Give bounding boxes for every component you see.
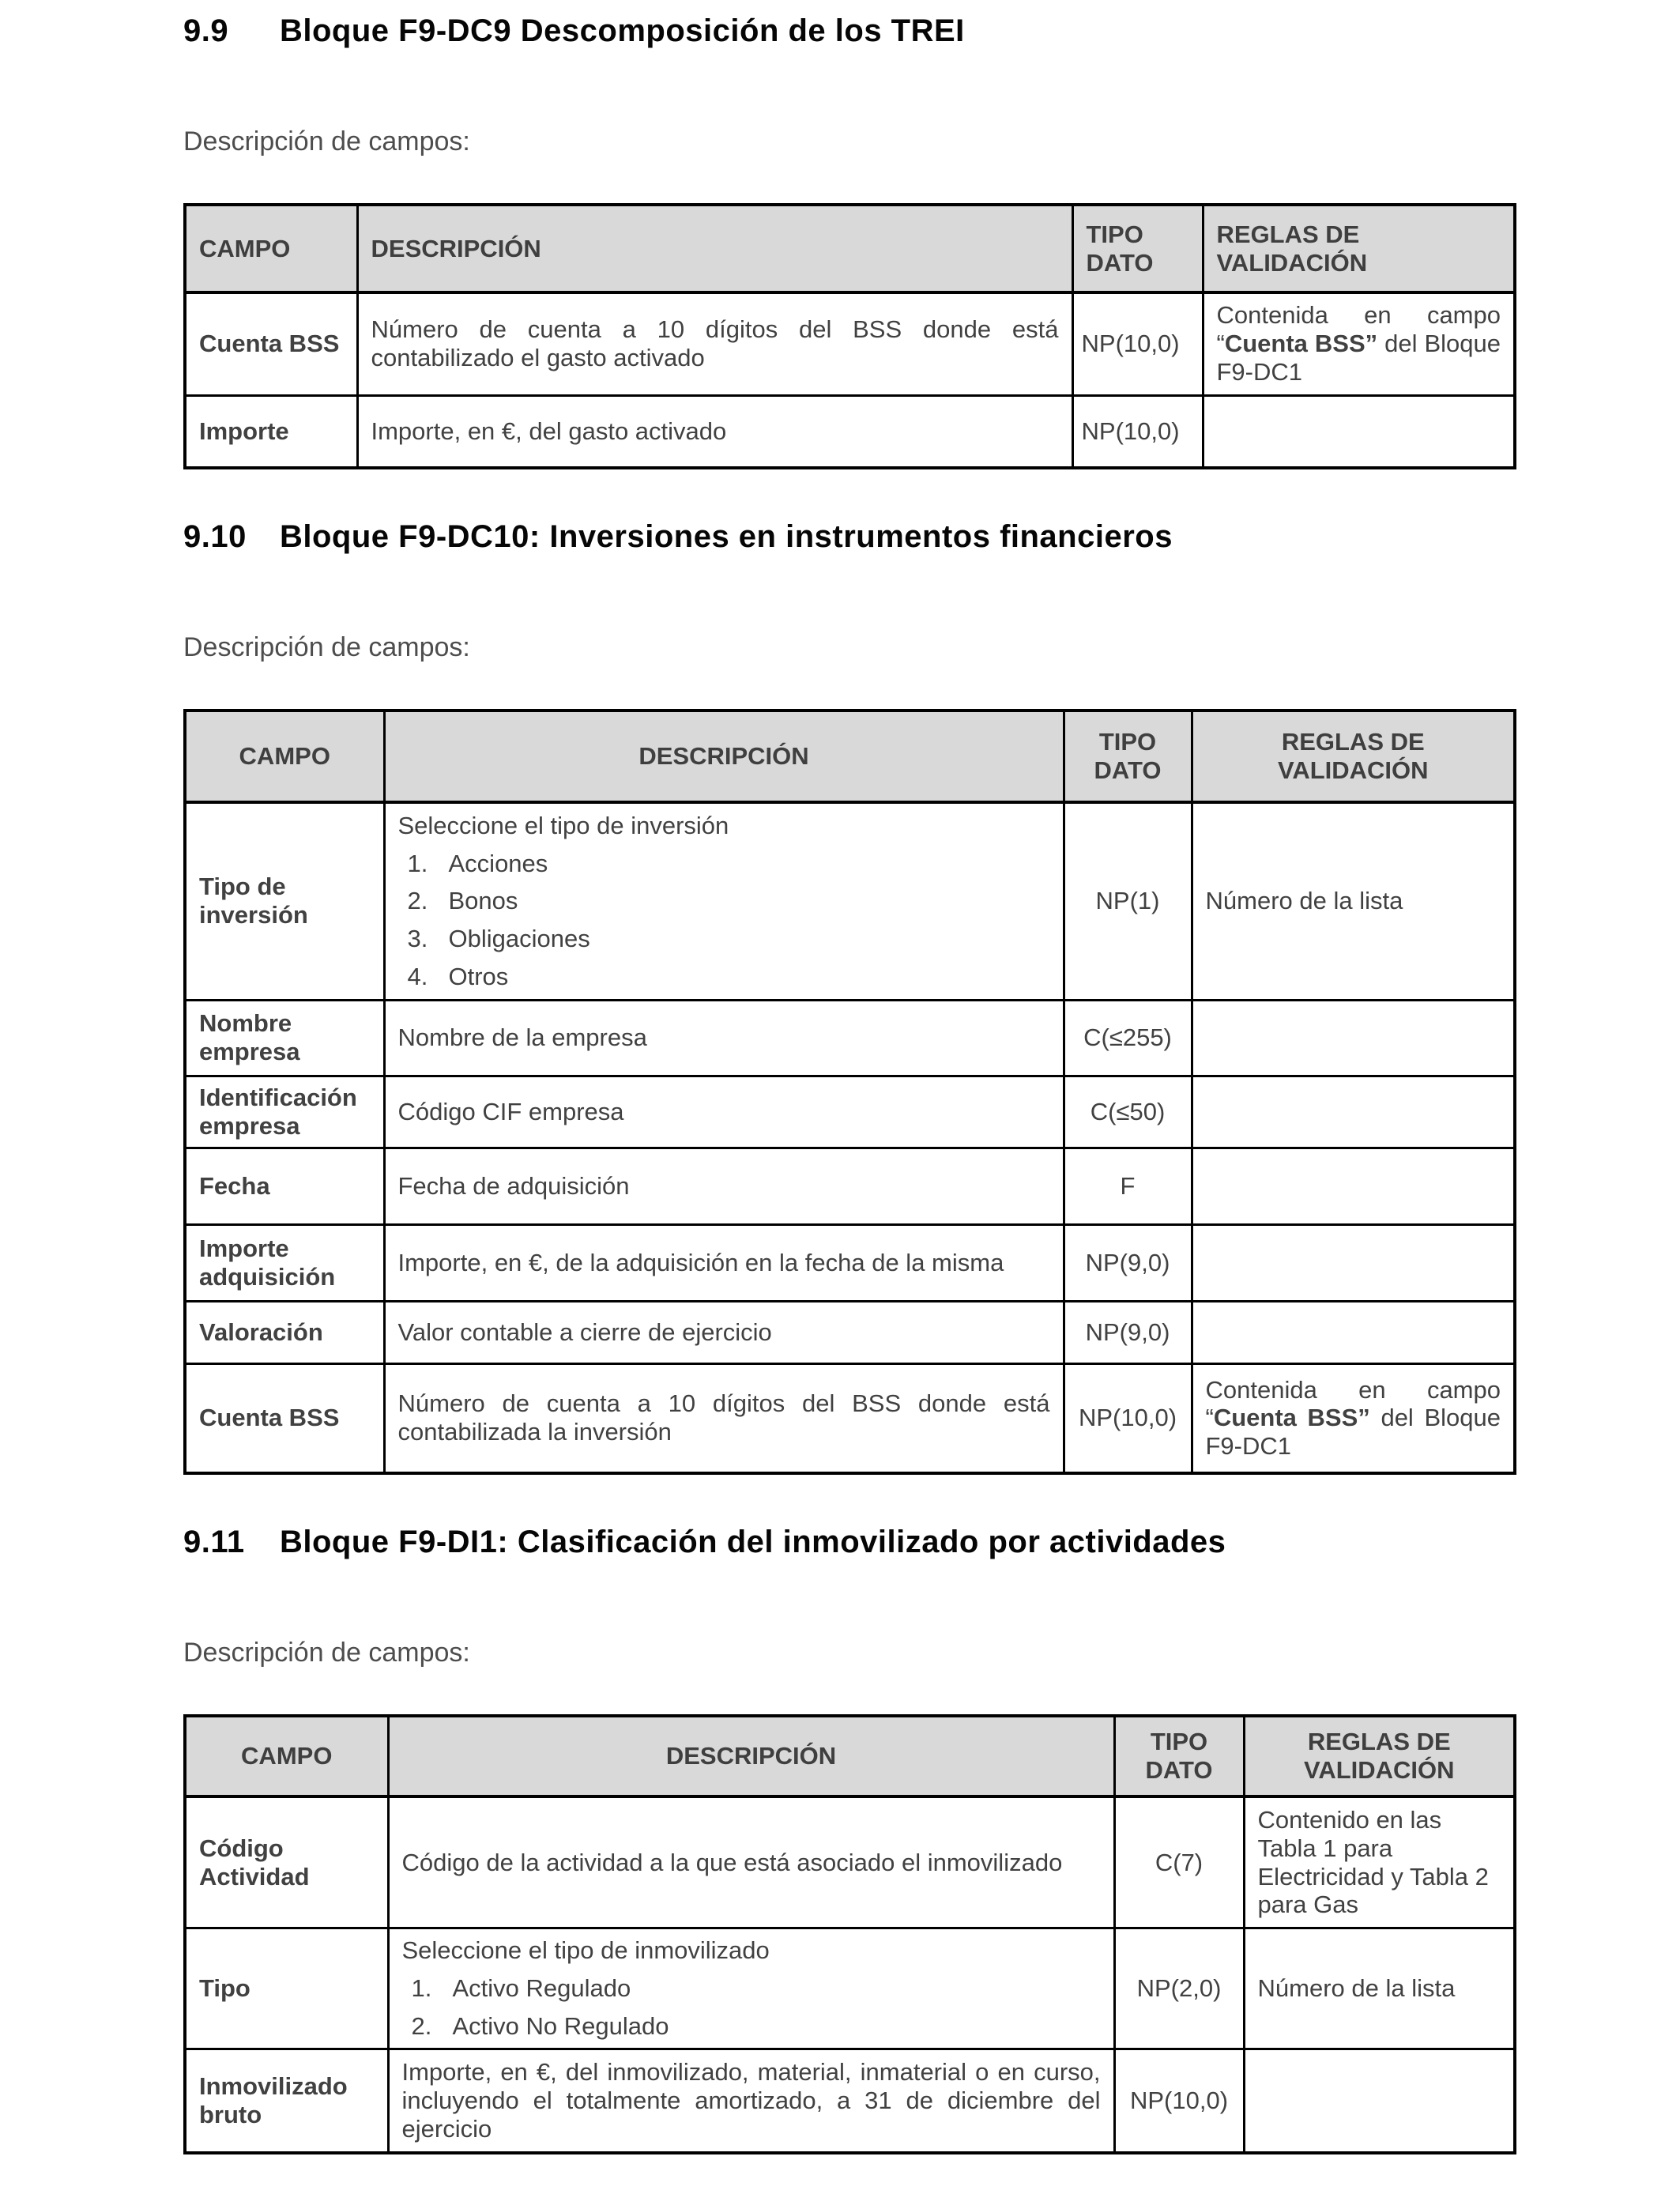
column-header-tipo-dato: TIPO DATO bbox=[1072, 205, 1203, 292]
field-name-cell: Nombre empresa bbox=[185, 1000, 384, 1076]
description-cell bbox=[388, 1928, 1114, 2049]
description-cell: Fecha de adquisición bbox=[384, 1148, 1064, 1224]
description-cell bbox=[384, 802, 1064, 1000]
list-item-label: Otros bbox=[448, 963, 509, 991]
list-item bbox=[412, 2012, 1101, 2041]
list-item-number: 1. bbox=[407, 849, 428, 877]
list-item-number: 4. bbox=[407, 963, 428, 991]
fields-table-f9-di1 bbox=[183, 1714, 1516, 2154]
fields-table-f9-dc10 bbox=[183, 709, 1516, 1475]
table-header-row bbox=[185, 205, 1515, 292]
fields-table-f9-dc9 bbox=[183, 203, 1516, 469]
list-item-number: 2. bbox=[407, 887, 428, 915]
validation-rules-cell bbox=[1203, 395, 1515, 468]
data-type-cell: NP(10,0) bbox=[1072, 395, 1203, 468]
list-item bbox=[408, 963, 1050, 991]
table-header-row bbox=[185, 711, 1515, 802]
rule-text: del Bloque F9-DC1 bbox=[1205, 1404, 1501, 1461]
validation-rules-cell bbox=[1192, 1224, 1515, 1301]
list-item bbox=[412, 1974, 1101, 2003]
table-header-row bbox=[185, 1716, 1515, 1796]
description-cell: Valor contable a cierre de ejercicio bbox=[384, 1301, 1064, 1363]
data-type-cell: NP(10,0) bbox=[1072, 292, 1203, 395]
table-row bbox=[185, 395, 1515, 468]
rule-text: del Bloque F9-DC1 bbox=[1216, 330, 1501, 386]
column-header-campo: CAMPO bbox=[185, 711, 384, 802]
list-item-number: 1. bbox=[411, 1973, 432, 2002]
column-header-tipo-dato: TIPO DATO bbox=[1114, 1716, 1244, 1796]
validation-rules-cell bbox=[1192, 1000, 1515, 1076]
column-header-campo: CAMPO bbox=[185, 1716, 388, 1796]
data-type-cell: NP(9,0) bbox=[1064, 1224, 1192, 1301]
heading-number: 9.11 bbox=[183, 1525, 245, 1560]
table-row bbox=[185, 1076, 1515, 1148]
field-name-cell: Inmovilizado bruto bbox=[185, 2049, 388, 2153]
table-row bbox=[185, 2049, 1515, 2153]
data-type-cell: NP(10,0) bbox=[1114, 2049, 1244, 2153]
rule-text-bold: Cuenta BSS” bbox=[1213, 1404, 1370, 1432]
section-heading-9-10 bbox=[183, 518, 1513, 555]
validation-rules-cell: Número de la lista bbox=[1192, 802, 1515, 1000]
list-item-number: 2. bbox=[411, 2011, 432, 2040]
description-cell: Código de la actividad a la que está asociado el inmovilizado bbox=[388, 1796, 1114, 1928]
data-type-cell: F bbox=[1064, 1148, 1192, 1224]
list-item-number: 3. bbox=[407, 925, 428, 953]
description-intro: Seleccione el tipo de inversión bbox=[397, 811, 729, 839]
field-name-cell: Tipo de inversión bbox=[185, 802, 384, 1000]
data-type-cell: C(≤50) bbox=[1064, 1076, 1192, 1148]
field-name-cell: Valoración bbox=[185, 1301, 384, 1363]
validation-rules-cell bbox=[1244, 2049, 1515, 2153]
fields-subtitle: Descripción de campos: bbox=[183, 1638, 470, 1668]
description-intro: Seleccione el tipo de inmovilizado bbox=[401, 1936, 770, 1964]
validation-rules-cell: Contenido en las Tabla 1 para Electricidad y Tabla 2 para Gas bbox=[1244, 1796, 1515, 1928]
field-name-cell: Identificación empresa bbox=[185, 1076, 384, 1148]
table-row bbox=[185, 1148, 1515, 1224]
field-name-cell: Cuenta BSS bbox=[185, 1363, 384, 1473]
field-name-cell: Cuenta BSS bbox=[185, 292, 357, 395]
column-header-tipo-dato: TIPO DATO bbox=[1064, 711, 1192, 802]
table-row bbox=[185, 802, 1515, 1000]
validation-rules-cell bbox=[1192, 1363, 1515, 1473]
column-header-reglas: REGLAS DE VALIDACIÓN bbox=[1203, 205, 1515, 292]
rule-text: Contenida en campo “ bbox=[1205, 1375, 1501, 1432]
heading-number: 9.10 bbox=[183, 519, 247, 555]
heading-title: Bloque F9-DC10: Inversiones en instrumentos financieros bbox=[280, 519, 1173, 555]
data-type-cell: C(7) bbox=[1114, 1796, 1244, 1928]
section-heading-9-9 bbox=[183, 13, 1513, 49]
data-type-cell: NP(1) bbox=[1064, 802, 1192, 1000]
table-row bbox=[185, 1301, 1515, 1363]
description-cell: Número de cuenta a 10 dígitos del BSS donde está contabilizada la inversión bbox=[384, 1363, 1064, 1473]
list-item-label: Activo No Regulado bbox=[452, 2011, 669, 2040]
section-heading-9-11 bbox=[183, 1524, 1513, 1560]
column-header-reglas: REGLAS DE VALIDACIÓN bbox=[1192, 711, 1515, 802]
column-header-descripcion: DESCRIPCIÓN bbox=[357, 205, 1072, 292]
validation-rules-cell bbox=[1192, 1148, 1515, 1224]
list-item bbox=[408, 887, 1050, 915]
data-type-cell: NP(9,0) bbox=[1064, 1301, 1192, 1363]
data-type-cell: C(≤255) bbox=[1064, 1000, 1192, 1076]
column-header-descripcion: DESCRIPCIÓN bbox=[384, 711, 1064, 802]
list-item-label: Obligaciones bbox=[448, 925, 590, 953]
fields-subtitle: Descripción de campos: bbox=[183, 632, 470, 663]
table-row bbox=[185, 1796, 1515, 1928]
field-name-cell: Importe adquisición bbox=[185, 1224, 384, 1301]
heading-number: 9.9 bbox=[183, 13, 229, 48]
validation-rules-cell bbox=[1192, 1301, 1515, 1363]
list-item-label: Acciones bbox=[448, 849, 548, 877]
heading-title: Bloque F9-DI1: Clasificación del inmovilizado por actividades bbox=[280, 1525, 1226, 1560]
validation-rules-cell bbox=[1192, 1076, 1515, 1148]
description-cell: Importe, en €, de la adquisición en la fecha de la misma bbox=[384, 1224, 1064, 1301]
page-content bbox=[183, 13, 1513, 2154]
field-name-cell: Fecha bbox=[185, 1148, 384, 1224]
description-cell: Importe, en €, del gasto activado bbox=[357, 395, 1072, 468]
list-item bbox=[408, 925, 1050, 953]
table-row bbox=[185, 1224, 1515, 1301]
column-header-descripcion: DESCRIPCIÓN bbox=[388, 1716, 1114, 1796]
description-cell: Nombre de la empresa bbox=[384, 1000, 1064, 1076]
heading-title: Bloque F9-DC9 Descomposición de los TREI bbox=[280, 13, 965, 48]
rule-text: Contenida en campo “ bbox=[1216, 301, 1501, 358]
list-item-label: Activo Regulado bbox=[452, 1973, 631, 2002]
table-row bbox=[185, 1928, 1515, 2049]
column-header-campo: CAMPO bbox=[185, 205, 357, 292]
validation-rules-cell: Número de la lista bbox=[1244, 1928, 1515, 2049]
description-cell: Importe, en €, del inmovilizado, material, inmaterial o en curso, incluyendo el totalmente amortizado, a 31 de diciembre del ejercicio bbox=[388, 2049, 1114, 2153]
data-type-cell: NP(2,0) bbox=[1114, 1928, 1244, 2049]
list-item bbox=[408, 850, 1050, 878]
table-row bbox=[185, 1000, 1515, 1076]
rule-text-bold: Cuenta BSS” bbox=[1224, 330, 1378, 358]
field-name-cell: Importe bbox=[185, 395, 357, 468]
column-header-reglas: REGLAS DE VALIDACIÓN bbox=[1244, 1716, 1515, 1796]
field-name-cell: Código Actividad bbox=[185, 1796, 388, 1928]
validation-rules-cell bbox=[1203, 292, 1515, 395]
description-cell: Código CIF empresa bbox=[384, 1076, 1064, 1148]
list-item-label: Bonos bbox=[448, 887, 518, 915]
field-name-cell: Tipo bbox=[185, 1928, 388, 2049]
table-row bbox=[185, 292, 1515, 395]
data-type-cell: NP(10,0) bbox=[1064, 1363, 1192, 1473]
fields-subtitle: Descripción de campos: bbox=[183, 126, 470, 156]
description-cell: Número de cuenta a 10 dígitos del BSS donde está contabilizado el gasto activado bbox=[357, 292, 1072, 395]
table-row bbox=[185, 1363, 1515, 1473]
